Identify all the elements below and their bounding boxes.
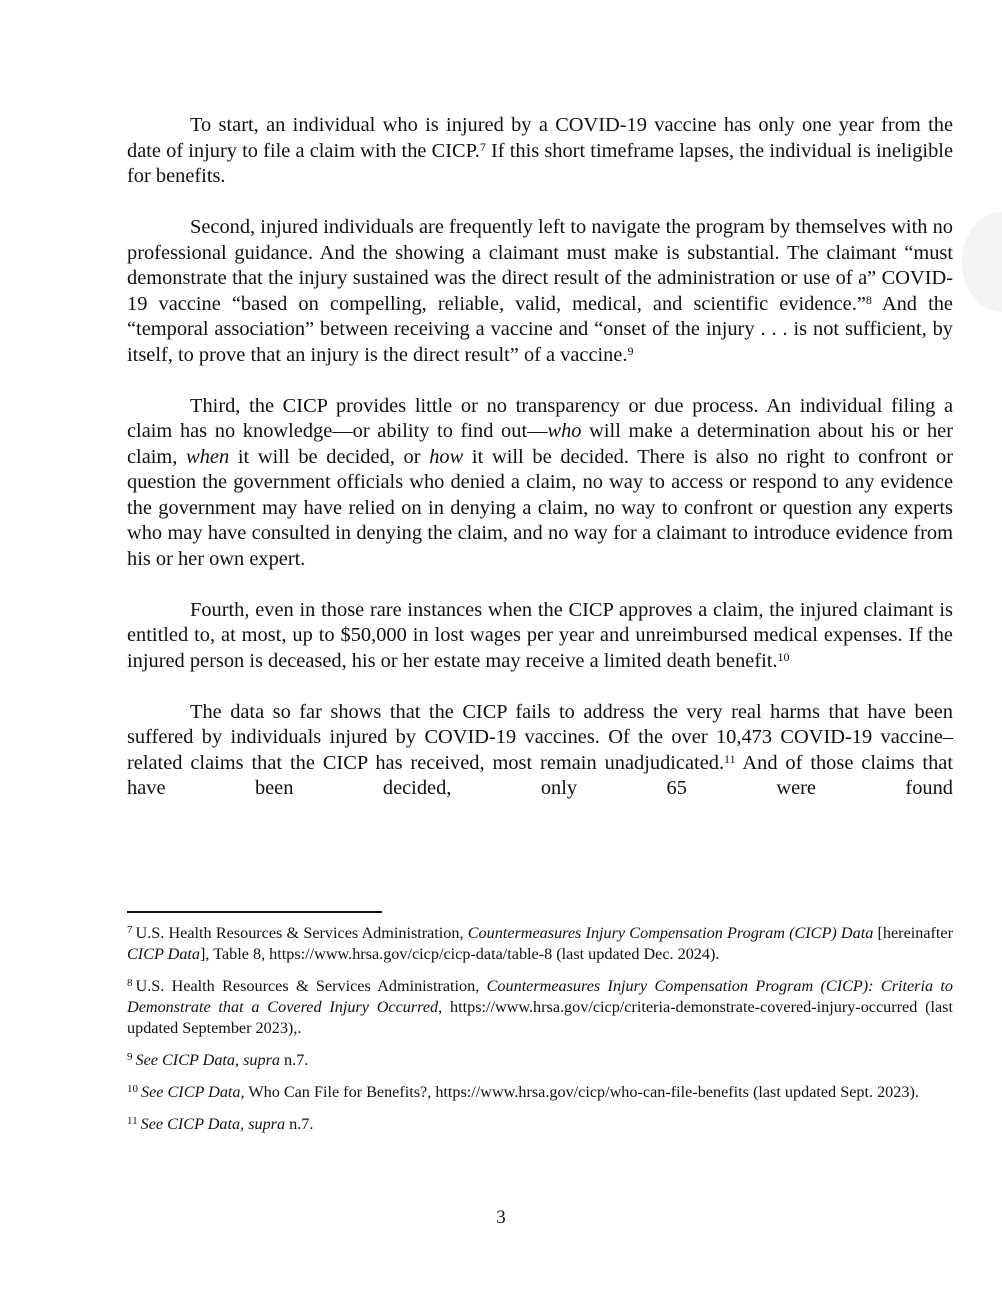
- footnote-ref-10: 10: [777, 649, 790, 664]
- paragraph-4: Fourth, even in those rare instances when the CICP approves a claim, the injured claimant is entitled to, at most, up to $50,000 in lost wages per year and unreimbursed medical expenses. If the injured person is deceased, his or her estate may receive a limited death benefit.$^{10}$: [127, 598, 953, 672]
- footnotes: [127, 923, 953, 1146]
- footnote-ref-9: 9: [627, 343, 634, 358]
- footnote-separator: [127, 911, 382, 913]
- page-edge-shadow: [962, 212, 1002, 312]
- footnote-7: $^7$ U.S. Health Resources & Services Administration, Countermeasures Injury Compensation Program (CICP) Data [hereinafter CICP Data], Table 8, https://www.hrsa.gov/cicp/cicp-data/table-8 (last updated Dec. 2024).: [127, 924, 953, 963]
- page-number: 3: [496, 1207, 506, 1228]
- footnote-8: $^8$ U.S. Health Resources & Services Administration, Countermeasures Injury Compensation Program (CICP): Criteria to Demonstrate that a Covered Injury Occurred, https://www.hrsa.gov/cicp/criteria-demonstrate-covered-injury-occurred (last updated September 2023),.: [127, 977, 953, 1037]
- footnote-ref-8: 8: [865, 292, 872, 307]
- paragraph-1: To start, an individual who is injured by a COVID-19 vaccine has only one year from the date of injury to file a claim with the CICP.$^7$ If this short timeframe lapses, the individual is ineligible for benefits.: [127, 114, 953, 187]
- footnote-ref-7: 7: [479, 139, 486, 154]
- footnote-11: $^{11}$ See CICP Data, supra n.7.: [127, 1115, 314, 1133]
- body-text: [127, 113, 953, 802]
- footnote-9: $^9$ See CICP Data, supra n.7.: [127, 1051, 309, 1069]
- paragraph-5: The data so far shows that the CICP fails to address the very real harms that have been suffered by individuals injured by COVID-19 vaccines. Of the over 10,473 COVID-19 vaccine–related claims that the CICP has received, most remain unadjudicated.$^{11}$ And of those claims that have been decided, only 65 were found: [127, 700, 953, 799]
- paragraph-3: Third, the CICP provides little or no transparency or due process. An individual filing a claim has no knowledge—or ability to find out—who will make a determination about his or her claim, when it will be decided, or how it will be decided. There is also no right to confront or question the government officials who denied a claim, no way to access or respond to any evidence the government may have relied on in denying a claim, no way to confront or question any experts who may have consulted in denying the claim, and no way for a claimant to introduce evidence from his or her own expert.: [127, 394, 953, 570]
- paragraph-2: Second, injured individuals are frequently left to navigate the program by themselves with no professional guidance. And the showing a claimant must make is substantial. The claimant “must demonstrate that the injury sustained was the direct result of the administration or use of a” COVID-19 vaccine “based on compelling, reliable, valid, medical, and scientific evidence.”$^8$ And the “temporal association” between receiving a vaccine and “onset of the injury . . . is not sufficient, by itself, to prove that an injury is the direct result” of a vaccine.$^9$: [127, 216, 953, 366]
- footnote-ref-11: 11: [724, 751, 736, 766]
- footnote-10: $^{10}$ See CICP Data, Who Can File for Benefits?, https://www.hrsa.gov/cicp/who-can-file-benefits (last updated Sept. 2023).: [127, 1083, 919, 1101]
